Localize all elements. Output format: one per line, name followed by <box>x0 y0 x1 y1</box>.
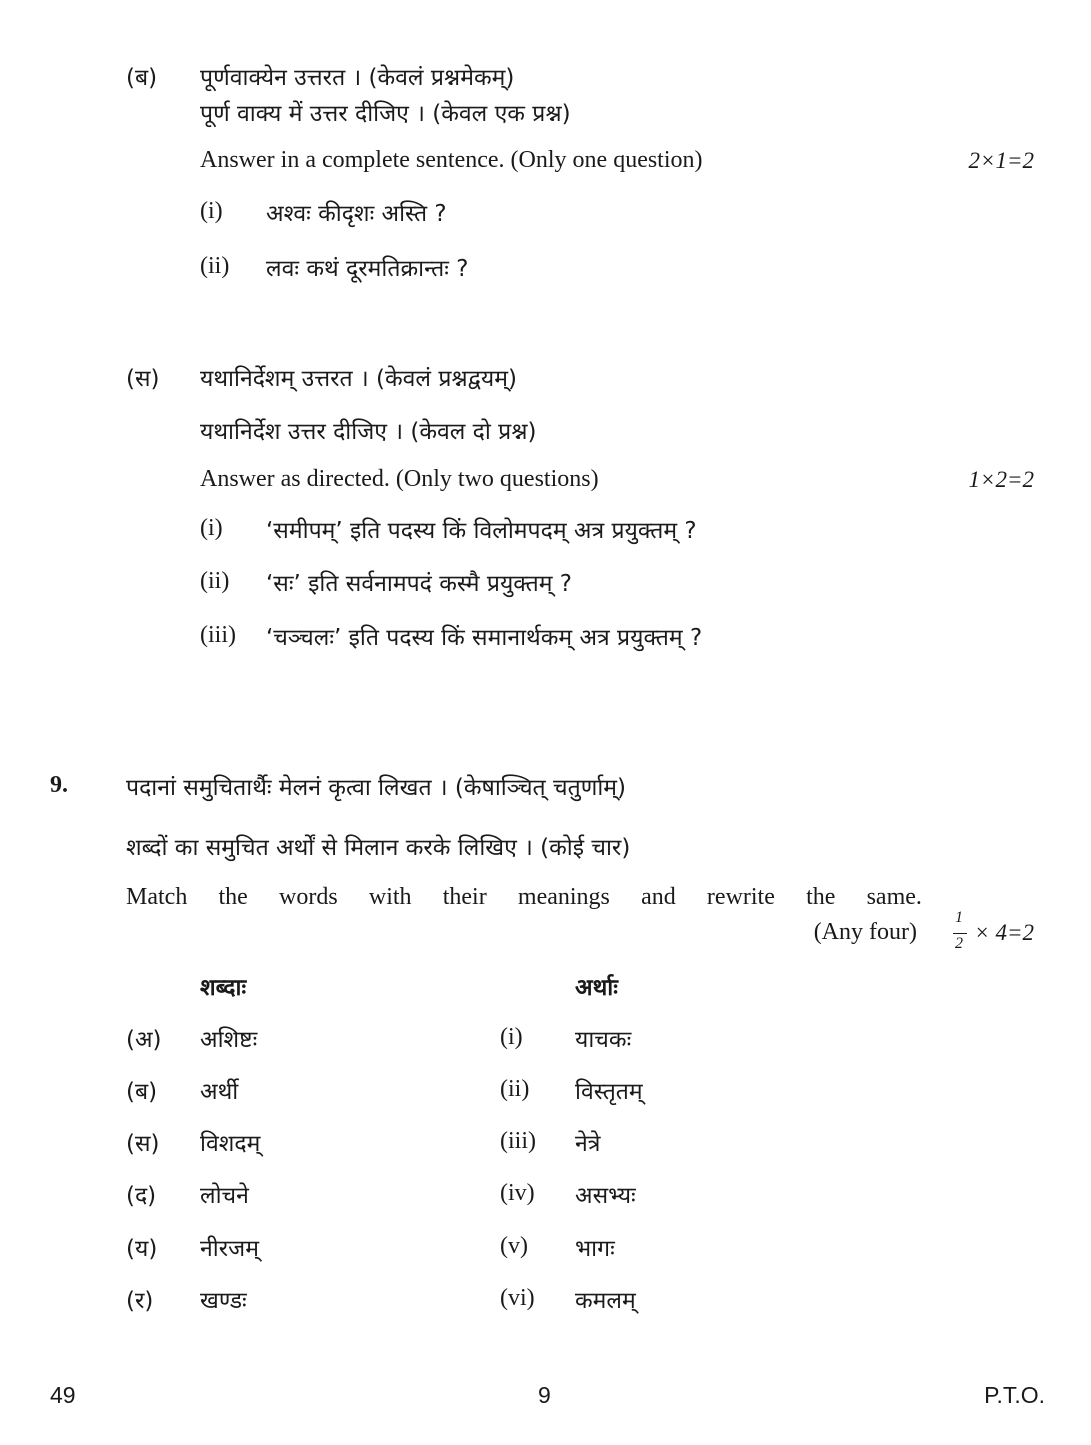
question-9-number: 9. <box>50 772 68 798</box>
section-b-instruction-hindi: पूर्ण वाक्य में उत्तर दीजिए । (केवल एक प्रश्न) <box>200 101 571 127</box>
fraction-bar <box>953 933 967 934</box>
meaning-number: (ii) <box>500 1076 530 1102</box>
meaning: भागः <box>575 1236 615 1262</box>
instruction-word: meanings <box>517 884 610 910</box>
word: अशिष्टः <box>200 1027 258 1053</box>
words-column-header: शब्दाः <box>200 975 247 1001</box>
question-number: (i) <box>200 515 223 541</box>
word: नीरजम् <box>200 1236 259 1262</box>
fraction-numerator: 1 <box>955 909 963 926</box>
word-label: (य) <box>126 1236 158 1262</box>
section-b-instruction-sanskrit: पूर्णवाक्येन उत्तरत । (केवलं प्रश्नमेकम्) <box>200 65 515 91</box>
meanings-column-header: अर्थाः <box>575 975 618 1001</box>
instruction-word: their <box>442 884 487 910</box>
q9-instruction-hindi: शब्दों का समुचित अर्थों से मिलान करके लिखिए । (कोई चार) <box>126 835 631 861</box>
section-b-marks: 2×1=2 <box>968 148 1034 173</box>
instruction-word: rewrite <box>706 884 775 910</box>
section-c-marks: 1×2=2 <box>968 467 1034 492</box>
section-c-instruction-sanskrit: यथानिर्देशम् उत्तरत । (केवलं प्रश्नद्वयम्) <box>200 366 517 392</box>
meaning-number: (v) <box>500 1233 528 1259</box>
instruction-word: the <box>806 884 836 910</box>
fraction-denominator: 2 <box>955 935 963 952</box>
meaning-number: (iii) <box>500 1128 536 1154</box>
question-text: अश्वः कीदृशः अस्ति ? <box>266 201 447 227</box>
word-label: (र) <box>126 1288 154 1314</box>
question-text: ‘सः’ इति सर्वनामपदं कस्मै प्रयुक्तम् ? <box>266 571 573 597</box>
meaning-number: (i) <box>500 1024 523 1050</box>
meaning: याचकः <box>575 1027 632 1053</box>
word-label: (द) <box>126 1183 157 1209</box>
instruction-word: words <box>279 884 338 910</box>
question-number: (i) <box>200 198 223 224</box>
question-text: ‘चञ्चलः’ इति पदस्य किं समानार्थकम् अत्र प्रयुक्तम् ? <box>266 625 703 651</box>
section-c-instruction-hindi: यथानिर्देश उत्तर दीजिए । (केवल दो प्रश्न) <box>200 419 537 445</box>
instruction-word: Match <box>126 884 188 910</box>
instruction-word: and <box>641 884 676 910</box>
section-b-instruction-english: Answer in a complete sentence. (Only one question) <box>200 147 703 173</box>
meaning: विस्तृतम् <box>575 1079 643 1105</box>
word: खण्डः <box>200 1288 247 1314</box>
meaning: कमलम् <box>575 1288 636 1314</box>
word: लोचने <box>200 1183 249 1209</box>
q9-marks-fraction <box>955 909 969 957</box>
instruction-word: with <box>368 884 412 910</box>
section-c-instruction-english: Answer as directed. (Only two questions) <box>200 466 599 492</box>
paper-code: 49 <box>50 1382 76 1408</box>
question-text: ‘समीपम्’ इति पदस्य किं विलोमपदम् अत्र प्रयुक्तम् ? <box>266 518 697 544</box>
word-label: (अ) <box>126 1027 162 1053</box>
pto-label: P.T.O. <box>984 1382 1045 1408</box>
question-number: (iii) <box>200 622 236 648</box>
meaning-number: (vi) <box>500 1285 535 1311</box>
section-c-label: (स) <box>126 366 160 392</box>
word-label: (स) <box>126 1131 160 1157</box>
instruction-word: the <box>218 884 248 910</box>
question-number: (ii) <box>200 253 230 279</box>
q9-marks: × 4=2 <box>974 920 1034 945</box>
section-b-label: (ब) <box>126 65 158 91</box>
question-number: (ii) <box>200 568 230 594</box>
word: अर्थी <box>200 1079 239 1105</box>
meaning: असभ्यः <box>575 1183 636 1209</box>
meaning: नेत्रे <box>575 1131 601 1157</box>
q9-instruction-english <box>126 884 922 911</box>
page-number: 9 <box>538 1382 551 1408</box>
question-text: लवः कथं दूरमतिक्रान्तः ? <box>266 256 469 282</box>
q9-instruction-sanskrit: पदानां समुचितार्थैः मेलनं कृत्वा लिखत । (केषाञ्चित् चतुर्णाम्) <box>126 775 627 801</box>
word: विशदम् <box>200 1131 261 1157</box>
instruction-word: same. <box>866 884 922 910</box>
word-label: (ब) <box>126 1079 158 1105</box>
q9-any-four: (Any four) <box>813 919 917 945</box>
meaning-number: (iv) <box>500 1180 535 1206</box>
